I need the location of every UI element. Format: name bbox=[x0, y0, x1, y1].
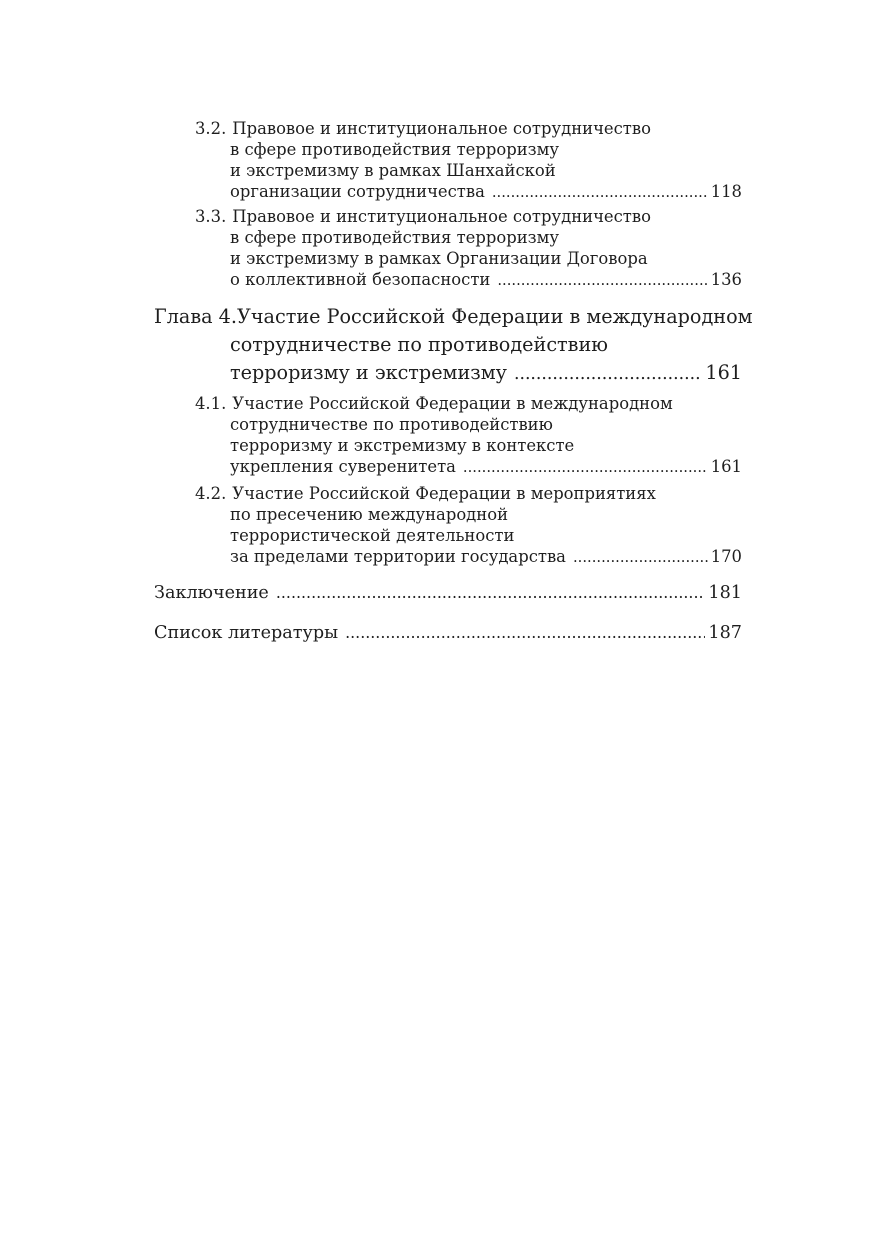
chapter-title-line: терроризму и экстремизму bbox=[230, 361, 507, 384]
toc-entry-4-2[interactable] bbox=[154, 483, 742, 567]
section-number: 3.2. bbox=[195, 119, 227, 138]
toc-entry-conclusion[interactable] bbox=[154, 582, 742, 604]
section-title-line: за пределами территории государства bbox=[230, 547, 566, 566]
entry-title: Список литературы bbox=[154, 623, 339, 643]
section-title-line: о коллективной безопасности bbox=[230, 270, 491, 289]
section-title-line: Правовое и институциональное сотрудничество bbox=[232, 119, 651, 138]
toc-entry-references[interactable] bbox=[154, 622, 742, 644]
section-title-line: по пресечению международной bbox=[230, 505, 508, 524]
page-number: 161 bbox=[705, 361, 742, 384]
page-number: 161 bbox=[710, 457, 742, 476]
page-number: 170 bbox=[710, 547, 742, 566]
dot-leader bbox=[514, 360, 702, 388]
section-number: 4.2. bbox=[195, 484, 227, 503]
section-title-line: укрепления суверенитета bbox=[230, 457, 456, 476]
dot-leader bbox=[492, 182, 708, 203]
section-number: 3.3. bbox=[195, 207, 227, 226]
chapter-label: Глава 4. bbox=[154, 305, 237, 328]
section-title-line: Участие Российской Федерации в международном bbox=[232, 394, 673, 413]
toc-entry-3-2[interactable] bbox=[154, 118, 742, 202]
page-number: 118 bbox=[710, 182, 742, 201]
chapter-title-line: сотрудничестве по противодействию bbox=[230, 333, 608, 356]
section-title-line: сотрудничестве по противодействию bbox=[230, 415, 553, 434]
section-number: 4.1. bbox=[195, 394, 227, 413]
page-number: 187 bbox=[708, 623, 742, 643]
dot-leader bbox=[345, 622, 705, 644]
dot-leader bbox=[573, 547, 708, 568]
section-title-line: и экстремизму в рамках Организации Договора bbox=[230, 249, 648, 268]
chapter-title-line: Участие Российской Федерации в международном bbox=[236, 305, 753, 328]
toc-entry-4-1[interactable] bbox=[154, 393, 742, 477]
section-title-line: терроризму и экстремизму в контексте bbox=[230, 436, 575, 455]
section-title-line: Правовое и институциональное сотрудничество bbox=[232, 207, 651, 226]
section-title-line: в сфере противодействия терроризму bbox=[230, 228, 559, 247]
section-title-line: Участие Российской Федерации в мероприятиях bbox=[232, 484, 656, 503]
toc-entry-3-3[interactable] bbox=[154, 206, 742, 290]
dot-leader bbox=[463, 457, 708, 478]
page-number: 136 bbox=[710, 270, 742, 289]
section-title-line: в сфере противодействия терроризму bbox=[230, 140, 559, 159]
dot-leader bbox=[497, 270, 707, 291]
toc-entry-chapter-4[interactable] bbox=[154, 303, 753, 387]
entry-title: Заключение bbox=[154, 583, 269, 603]
page-number: 181 bbox=[708, 583, 742, 603]
dot-leader bbox=[276, 582, 706, 604]
section-title-line: террористической деятельности bbox=[230, 526, 515, 545]
section-title-line: организации сотрудничества bbox=[230, 182, 485, 201]
section-title-line: и экстремизму в рамках Шанхайской bbox=[230, 161, 556, 180]
